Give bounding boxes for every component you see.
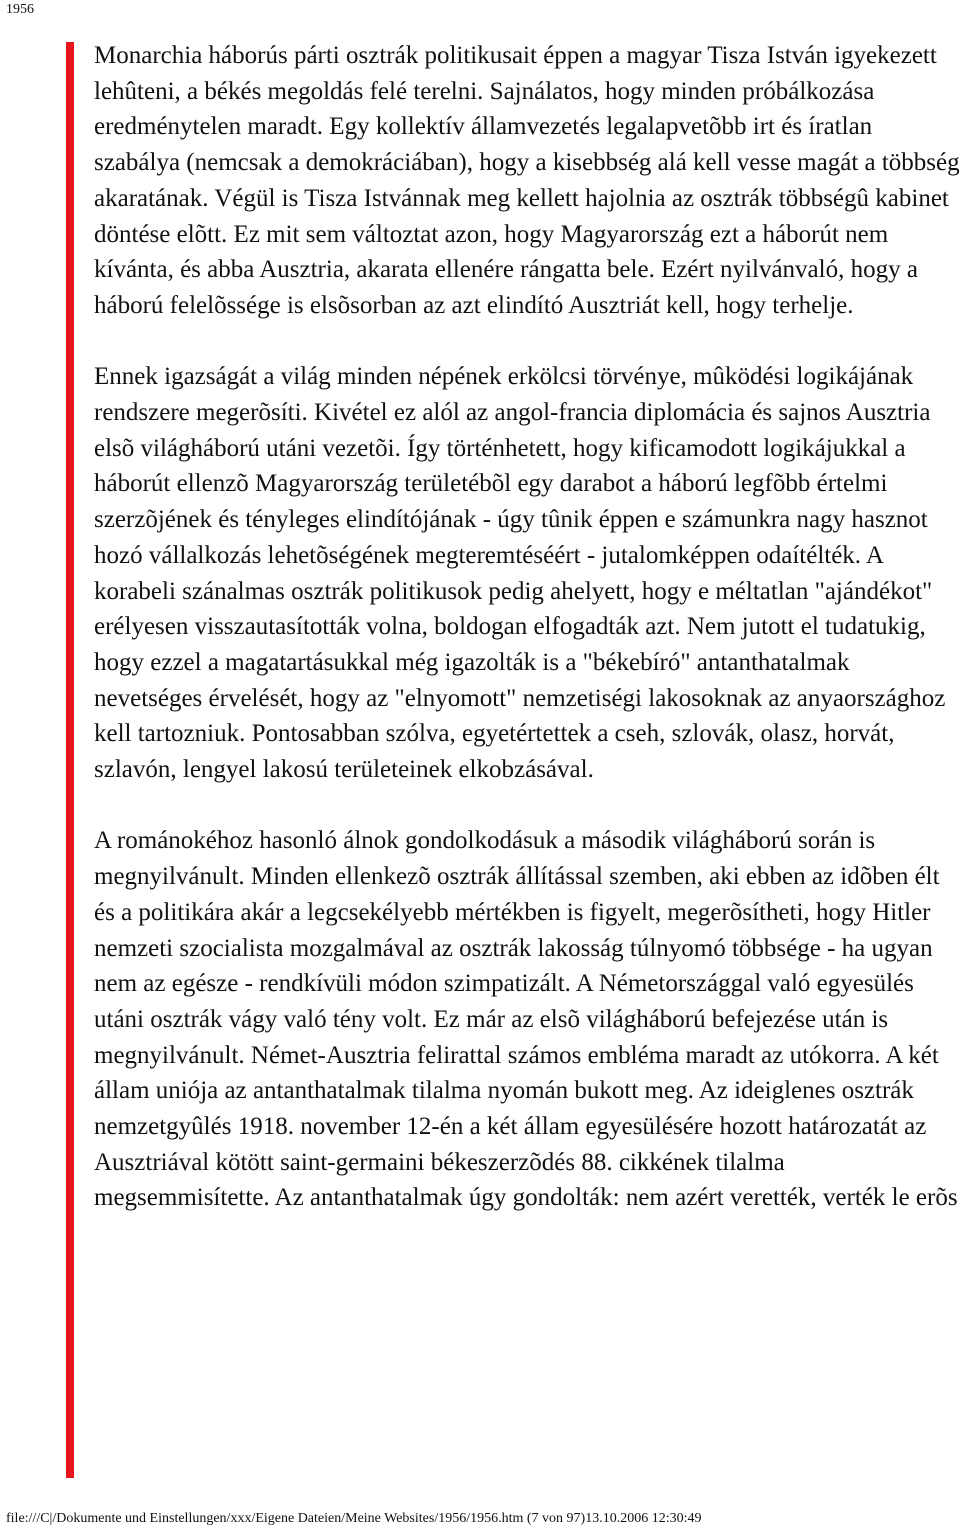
red-margin-bar [66, 42, 74, 1478]
paragraph-1: Monarchia háborús párti osztrák politikusait éppen a magyar Tisza István igyekezett lehûteni, a békés megoldás felé terelni. Sajnálatos, hogy minden próbálkozása eredménytelen maradt. Egy kollektív államvezetés legalapvetõbb irt és íratlan szabálya (nemcsak a demokráciában), hogy a kisebbség alá kell vesse magát a többség akaratának. Végül is Tisza Istvánnak meg kellett hajolnia az osztrák többségû kabinet döntése elõtt. Ez mit sem változtat azon, hogy Magyarország ezt a háborút nem kívánta, és abba Ausztria, akarata ellenére rángatta bele. Ezért nyilvánvaló, hogy a háború felelõssége is elsõsorban az azt elindító Ausztriát kell, hogy terhelje. [94, 42, 960, 319]
page-header-label: 1956 [6, 2, 34, 17]
paragraph-2: Ennek igazságát a világ minden népének erkölcsi törvénye, mûködési logikájának rendszere megerõsíti. Kivétel ez alól az angol-francia diplomácia és sajnos Ausztria elsõ világháború utáni vezetõi. Így történhetett, hogy kificamodott logikájukkal a háborút ellenzõ Magyarország területébõl egy darabot a háború legfõbb értelmi szerzõjének és tényleges elindítójának - úgy tûnik éppen e számunkra nagy hasznot hozó vállalkozás lehetõségének megteremtéséért - jutalomképpen odaítélték. A korabeli szánalmas osztrák politikusok pedig ahelyett, hogy e méltatlan "ajándékot" erélyesen visszautasították volna, boldogan elfogadták azt. Nem jutott el tudatukig, hogy ezzel a magatartásukkal még igazolták is a "békebíró" antanthatalmak nevetséges érvelését, hogy az "elnyomott" nemzetiségi lakosoknak az anyaországhoz kell tartozniuk. Pontosabban szólva, egyetértettek a cseh, szlovák, olasz, horvát, szlavón, lengyel lakosú területeinek elkobzásával. [94, 363, 946, 784]
paragraph-3: A románokéhoz hasonló álnok gondolkodásuk a második világháború során is megnyilvánult. Minden ellenkezõ osztrák állítással szemben, aki ebben az idõben élt és a politikára akár a legcsekélyebb mértékben is figyelt, megerõsítheti, hogy Hitler nemzeti szocialista mozgalmával az osztrák lakosság túlnyomó többsége - ha ugyan nem az egésze - rendkívüli módon szimpatizált. A Németországgal való egyesülés utáni osztrák vágy való tény volt. Ez már az elsõ világháború befejezése után is megnyilvánult. Német-Ausztria felirattal számos embléma maradt az utókorra. A két állam uniója az antanthatalmak tilalma nyomán bukott meg. Az ideiglenes osztrák nemzetgyûlés 1918. november 12-én a két állam egyesülésére hozott határozatát az Ausztriával kötött saint-germaini békeszerzõdés 88. cikkének tilalma megsemmisítette. Az antanthatalmak úgy gondolták: nem azért verették, verték le erõs [94, 827, 958, 1212]
article-body [94, 38, 960, 1252]
print-footer-url: file:///C|/Dokumente und Einstellungen/xxx/Eigene Dateien/Meine Websites/1956/1956.htm (7 von 97)13.10.2006 12:30:49 [6, 1511, 702, 1526]
